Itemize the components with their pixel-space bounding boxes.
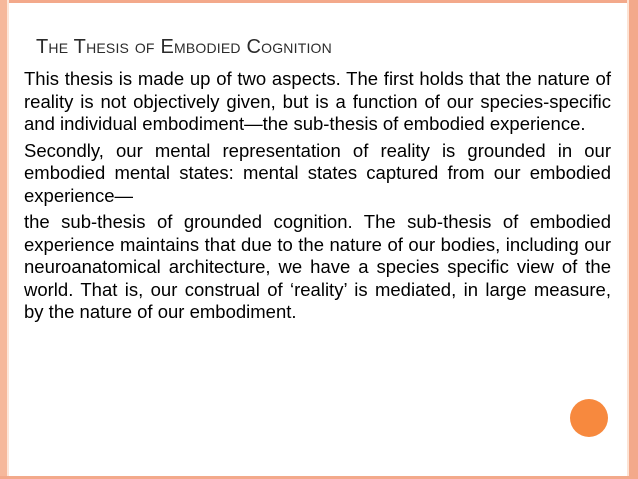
- paragraph-3: the sub-thesis of grounded cognition. The sub-thesis of embodied experience maintains that due to the nature of our bodies, including our neuroanatomical architecture, we have a species specific view of the world. That is, our construal of ‘reality’ is mediated, in large measure, by the nature of our embodiment.: [24, 211, 611, 322]
- slide-title: The Thesis of Embodied Cognition: [36, 36, 332, 58]
- slide-border-left-inner: [7, 0, 9, 479]
- slide-border-left: [0, 0, 7, 479]
- paragraph-1: This thesis is made up of two aspects. The first holds that the nature of reality is not objectively given, but is a function of our species-specific and individual embodiment—the sub-thesis of embodied experience.: [24, 68, 611, 134]
- slide-border-top: [0, 0, 638, 3]
- accent-circle: [570, 399, 608, 437]
- slide-border-right: [629, 0, 638, 479]
- slide-body: [24, 68, 611, 324]
- slide-border-right-inner: [627, 0, 629, 479]
- paragraph-2: Secondly, our mental representation of reality is grounded in our embodied mental states: mental states captured from our embodied experience—: [24, 139, 611, 206]
